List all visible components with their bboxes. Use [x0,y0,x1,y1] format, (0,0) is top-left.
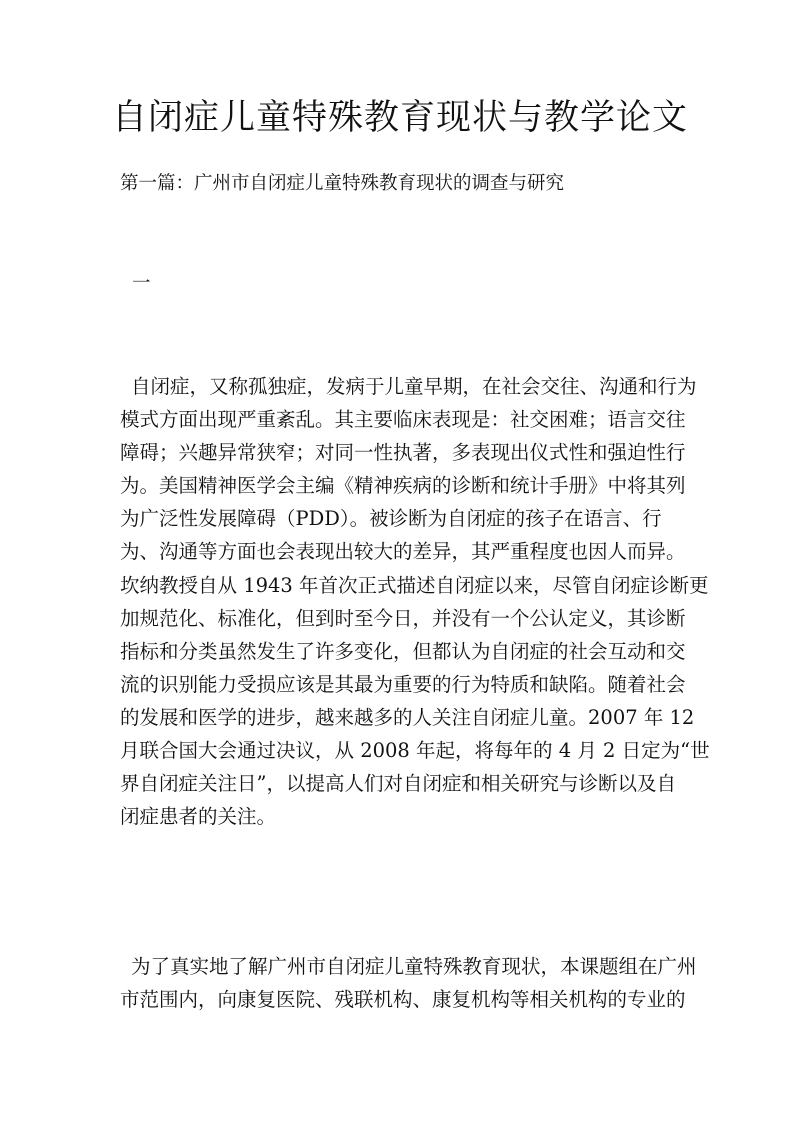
paragraph-line: 为了真实地了解广州市自闭症儿童特殊教育现状，本课题组在广州 [131,955,697,978]
paragraph-line: 为。美国精神医学会主编《精神疾病的诊断和统计手册》中将其列 [120,474,686,498]
paragraph-line: 坎纳教授自从 1943 年首次正式描述自闭症以来，尽管自闭症诊断更 [120,573,709,597]
paragraph-2 [120,950,697,1016]
chapter-subtitle: 第一篇：广州市自闭症儿童特殊教育现状的调查与研究 [120,173,565,194]
document-title: 自闭症儿童特殊教育现状与教学论文 [111,98,688,138]
paragraph-line: 流的识别能力受损应该是其最为重要的行为特质和缺陷。随着社会 [120,672,686,696]
paragraph-line: 闭症患者的关注。 [120,805,277,829]
paragraph-line: 的发展和医学的进步，越来越多的人关注自闭症儿童。2007 年 12 [120,705,695,729]
paragraph-line: 自闭症，又称孤独症，发病于儿童早期，在社会交往、沟通和行为 [131,375,697,398]
paragraph-line: 为、沟通等方面也会表现出较大的差异，其严重程度也因人而异。 [120,540,686,564]
paragraph-line: 为广泛性发展障碍（PDD）。被诊断为自闭症的孩子在语言、行 [120,507,662,531]
paragraph-line: 模式方面出现严重紊乱。其主要临床表现是：社交困难；语言交往 [120,408,686,432]
paragraph-1 [120,370,710,833]
paragraph-line: 障碍；兴趣异常狭窄；对同一性执著，多表现出仪式性和强迫性行 [120,441,686,465]
section-marker: 一 [132,273,151,294]
paragraph-line: 月联合国大会通过决议，从 2008 年起，将每年的 4 月 2 日定为“世 [120,739,710,763]
paragraph-line: 指标和分类虽然发生了许多变化，但都认为自闭症的社会互动和交 [120,639,686,663]
paragraph-line: 界自闭症关注日”，以提高人们对自闭症和相关研究与诊断以及自 [120,772,676,796]
paragraph-line: 市范围内，向康复医院、残联机构、康复机构等相关机构的专业的 [120,988,686,1012]
paragraph-line: 加规范化、标准化，但到时至今日，并没有一个公认定义，其诊断 [120,606,686,630]
